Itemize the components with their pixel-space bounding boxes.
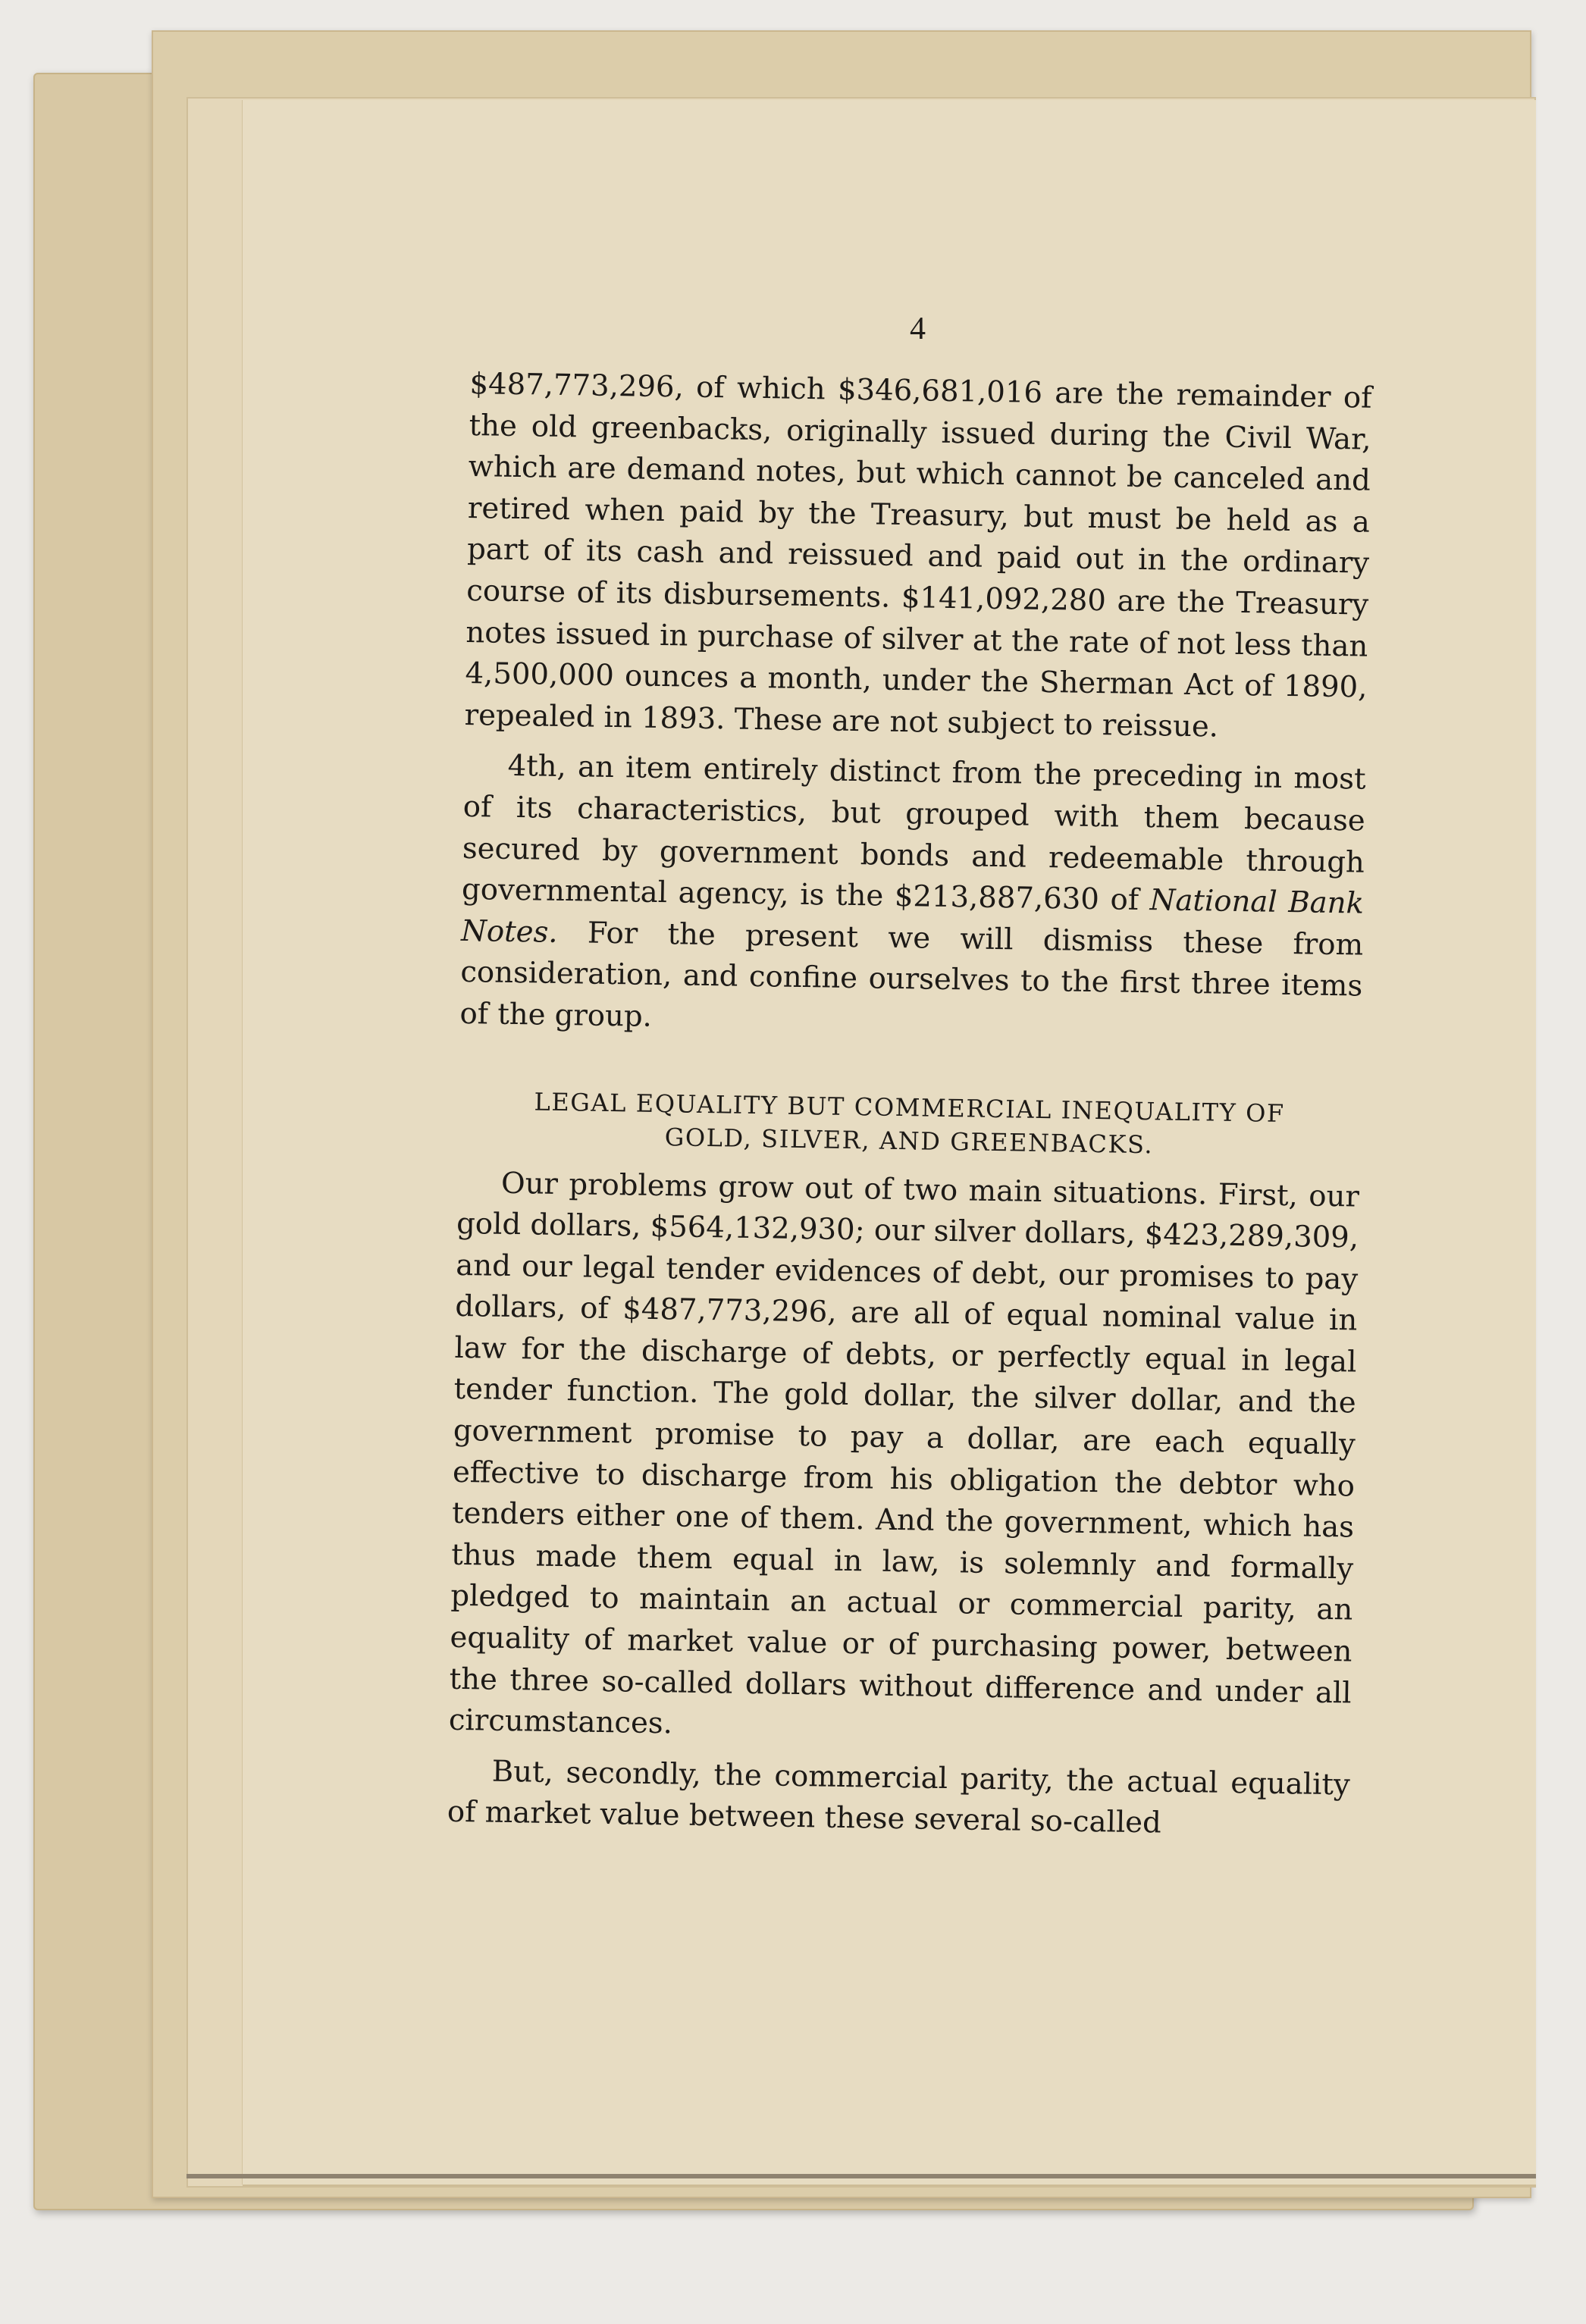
national-bank-notes-term: National Bank Notes. [460, 883, 1365, 950]
section-heading-line-1: LEGAL EQUALITY BUT COMMERCIAL INEQUALITY OF [534, 1086, 1286, 1128]
page-bottom-edge [186, 2174, 1536, 2178]
paragraph-national-bank-notes [459, 745, 1366, 1049]
page-number: 4 [910, 312, 926, 346]
body-text [447, 364, 1372, 1847]
paragraph-commercial-parity: But, secondly, the commercial parity, the actual equality of market value between these several so-called [447, 1754, 1351, 1840]
section-heading-line-2: GOLD, SILVER, AND GREENBACKS. [664, 1122, 1154, 1159]
paragraph-text: 4th, an item entirely distinct from the preceding in most of its characteristics, but grouped with them because secured by government bonds and redeemable through governmental agency, is the $213,887,630 of [461, 749, 1366, 918]
paragraph-greenbacks: $487,773,296, of which $346,681,016 are the remainder of the old greenbacks, originally issued during the Civil War, which are demand notes, but which cannot be canceled and retired when paid by the Treasury, but must be held as a part of its cash and reissued and paid out in the ordinary course of its disbursements. $141,092,280 are the Treasury notes issued in purchase of silver at the rate of not less than 4,500,000 ounces a month, under the Sherman Act of 1890, repealed in 1893. These are not subject to reissue. [464, 366, 1372, 744]
paragraph-legal-equality: Our problems grow out of two main situations. First, our gold dollars, $564,132,930; our silver dollars, $423,289,309, and our legal tender evidences of debt, our promises to pay dollars, of $487,773,296, are all of equal nominal value in law for the discharge of debts, or perfectly equal in legal tender function. The gold dollar, the silver dollar, and the government promise to pay a dollar, are each equally effective to discharge from his obligation the debtor who tenders either one of them. And the government, which has thus made them equal in law, is solemnly and formally pledged to maintain an actual or commercial parity, an equality of market value or of purchasing power, between the three so-called dollars without difference and under all circumstances. [448, 1166, 1360, 1741]
section-heading [458, 1083, 1361, 1164]
paragraph-text: For the present we will dismiss these from consideration, and confine ourselves to the first three items of the group. [459, 915, 1364, 1034]
